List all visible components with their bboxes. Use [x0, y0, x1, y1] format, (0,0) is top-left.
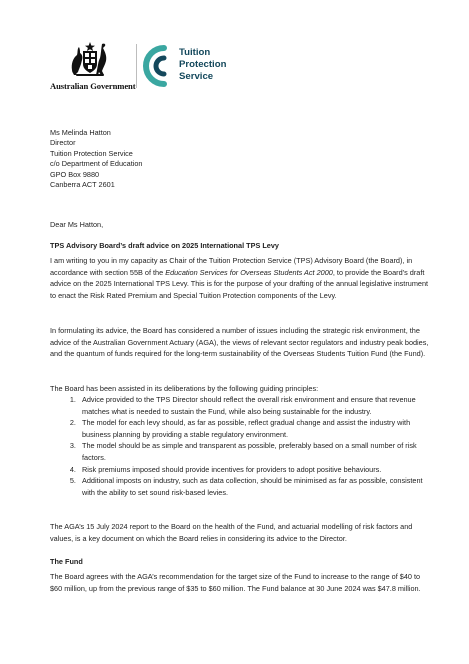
tps-wordmark-line: Protection	[179, 59, 227, 70]
logo-divider	[136, 44, 137, 88]
tps-logo	[142, 44, 252, 90]
list-item: 5. Additional imposts on industry, such as data collection, should be minimised as far as possible, consistent with the ability to set sound risk-based levies.	[78, 475, 429, 498]
section-heading: The Fund	[50, 557, 83, 566]
principles-list	[50, 394, 429, 498]
tps-wordmark-line: Tuition	[179, 47, 211, 58]
recipient-address	[50, 128, 429, 190]
address-line: Ms Melinda Hatton	[50, 128, 111, 137]
paragraph-principles-intro: The Board has been assisted in its deliberations by the following guiding principles:	[50, 384, 319, 393]
salutation: Dear Ms Hatton,	[50, 220, 104, 229]
act-title: Education Services for Overseas Students Act 2000	[165, 267, 333, 277]
paragraph-intro	[50, 255, 429, 301]
address-line: GPO Box 9880	[50, 169, 100, 179]
paragraph-fund: The Board agrees with the AGA’s recommendation for the target size of the Fund to increase to the range of $40 to $60 million, up from the previous range of $35 to $60 million. The Fund balance at 30 June 2024 was $47.8 million.	[50, 572, 421, 593]
paragraph-considerations: In formulating its advice, the Board has considered a number of issues including the strategic risk environment, the advice of the Australian Government Actuary (AGA), the views of relevant sector regulators and industry peak bodies, and the quantum of funds required for the long-term sustainability of the Overseas Students Tuition Fund (the Fund).	[50, 326, 429, 359]
government-name: Australian Government	[50, 81, 136, 91]
letter-subject: TPS Advisory Board’s draft advice on 2025 International TPS Levy	[50, 241, 279, 250]
paragraph-text: , to provide the Board’s draft advice on the 2025 International TPS Levy. This is for the purpose of your drafting of the annual legislative instrument to enact the Risk Rated Premium and Special Tuition Protection components of the Levy.	[50, 267, 429, 300]
list-item: 4. Risk premiums imposed should provide incentives for providers to adopt positive behaviours.	[78, 464, 429, 476]
australian-government-logo	[50, 40, 136, 94]
address-line: Tuition Protection Service	[50, 148, 133, 158]
address-line: Director	[50, 138, 76, 148]
paragraph-aga-report: The AGA’s 15 July 2024 report to the Board on the health of the Fund, and actuarial modelling of risk factors and values, is a key document on which the Board relies in considering its advice to the Director.	[50, 522, 413, 543]
tps-logo-mark-icon	[142, 44, 176, 88]
list-item: 1. Advice provided to the TPS Director should reflect the overall risk environment and ensure that revenue matches what is needed to sustain the Fund, while also being sustainable for the industry.	[78, 394, 429, 417]
coat-of-arms-icon	[68, 40, 112, 78]
tps-wordmark	[179, 47, 226, 83]
list-item: 3. The model should be as simple and transparent as possible, preferably based on a small number of risk factors.	[78, 440, 429, 463]
address-line: c/o Department of Education	[50, 159, 143, 169]
list-item: 2. The model for each levy should, as far as possible, reflect gradual change and assist the industry with business planning by providing a stable regulatory environment.	[78, 417, 429, 440]
tps-wordmark-line: Service	[179, 71, 214, 82]
address-line: Canberra ACT 2601	[50, 180, 115, 190]
paragraph-text: I am writing to you in my capacity as Chair of the Tuition Protection Service (TPS) Advisory Board (the Board), in accordance with section 55B of the	[50, 256, 413, 277]
